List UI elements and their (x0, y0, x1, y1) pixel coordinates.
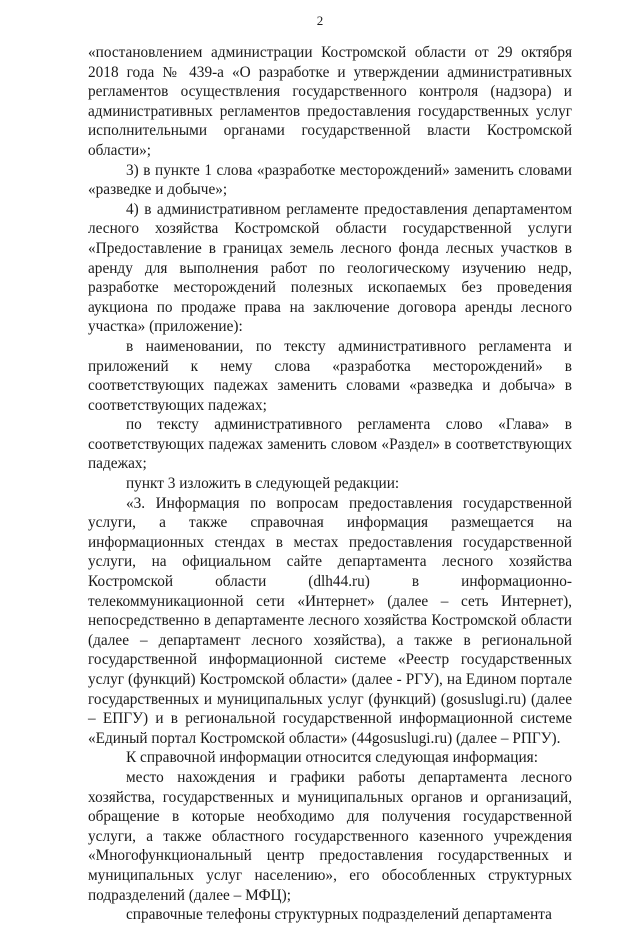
paragraph-1: «постановлением администрации Костромской области от 29 октября 2018 года № 439-а «О разработке и утверждении административных регламентов осуществления государственного контроля (надзора) и административных регламентов предоставления государственных услуг исполнительными органами государственной власти Костромской области»; (88, 44, 572, 159)
document-body (88, 43, 572, 925)
paragraph-2: 3) в пункте 1 слова «разработке месторождений» заменить словами «разведке и добыче»; (88, 161, 572, 199)
paragraph-9: место нахождения и графики работы департамента лесного хозяйства, государственных и муниципальных органов и организаций, обращение в которые необходимо для получения государственной услуги, а также областного государственного казенного учреждения «Многофункциональный центр предоставления государственных и муниципальных услуг населению», его обособленных структурных подразделений (далее – МФЦ); (88, 768, 572, 904)
paragraph-8: К справочной информации относится следующая информация: (126, 749, 538, 767)
paragraph-7: «3. Информация по вопросам предоставления государственной услуги, а также справочная информация размещается на информационных стендах в местах предоставления государственной услуги, на официальном сайте департамента лесного хозяйства Костромской области (dlh44.ru) в информационно-телекоммуникационной сети «Интернет» (далее – сеть Интернет), непосредственно в департаменте лесного хозяйства Костромской области (далее – департамент лесного хозяйства), а также в региональной государственной информационной системе «Реестр государственных услуг (функций) Костромской области» (далее - РГУ), на Едином портале государственных и муниципальных услуг (функций) (gosuslugi.ru) (далее – ЕПГУ) и в региональной государственной информационной системе «Единый портал Костромской области» (44gosuslugi.ru) (далее – РПГУ). (88, 494, 572, 747)
paragraph-10: справочные телефоны структурных подразделений департамента (126, 906, 552, 924)
paragraph-4: в наименовании, по тексту административного регламента и приложений к нему слова «разработка месторождений» в соответствующих падежах заменить словами «разведка и добыча» в соответствующих падежах; (88, 337, 572, 414)
paragraph-3: 4) в административном регламенте предоставления департаментом лесного хозяйства Костромской области государственной услуги «Предоставление в границах земель лесного фонда лесных участков в аренду для выполнения работ по геологическому изучению недр, разработке месторождений полезных ископаемых без проведения аукциона по продаже права на заключение договора аренды лесного участка» (приложение): (88, 200, 572, 336)
paragraph-6: пункт 3 изложить в следующей редакции: (126, 475, 400, 493)
paragraph-5: по тексту административного регламента слово «Глава» в соответствующих падежах заменить словом «Раздел» в соответствующих падежах; (88, 416, 572, 473)
page-number: 2 (316, 13, 324, 28)
